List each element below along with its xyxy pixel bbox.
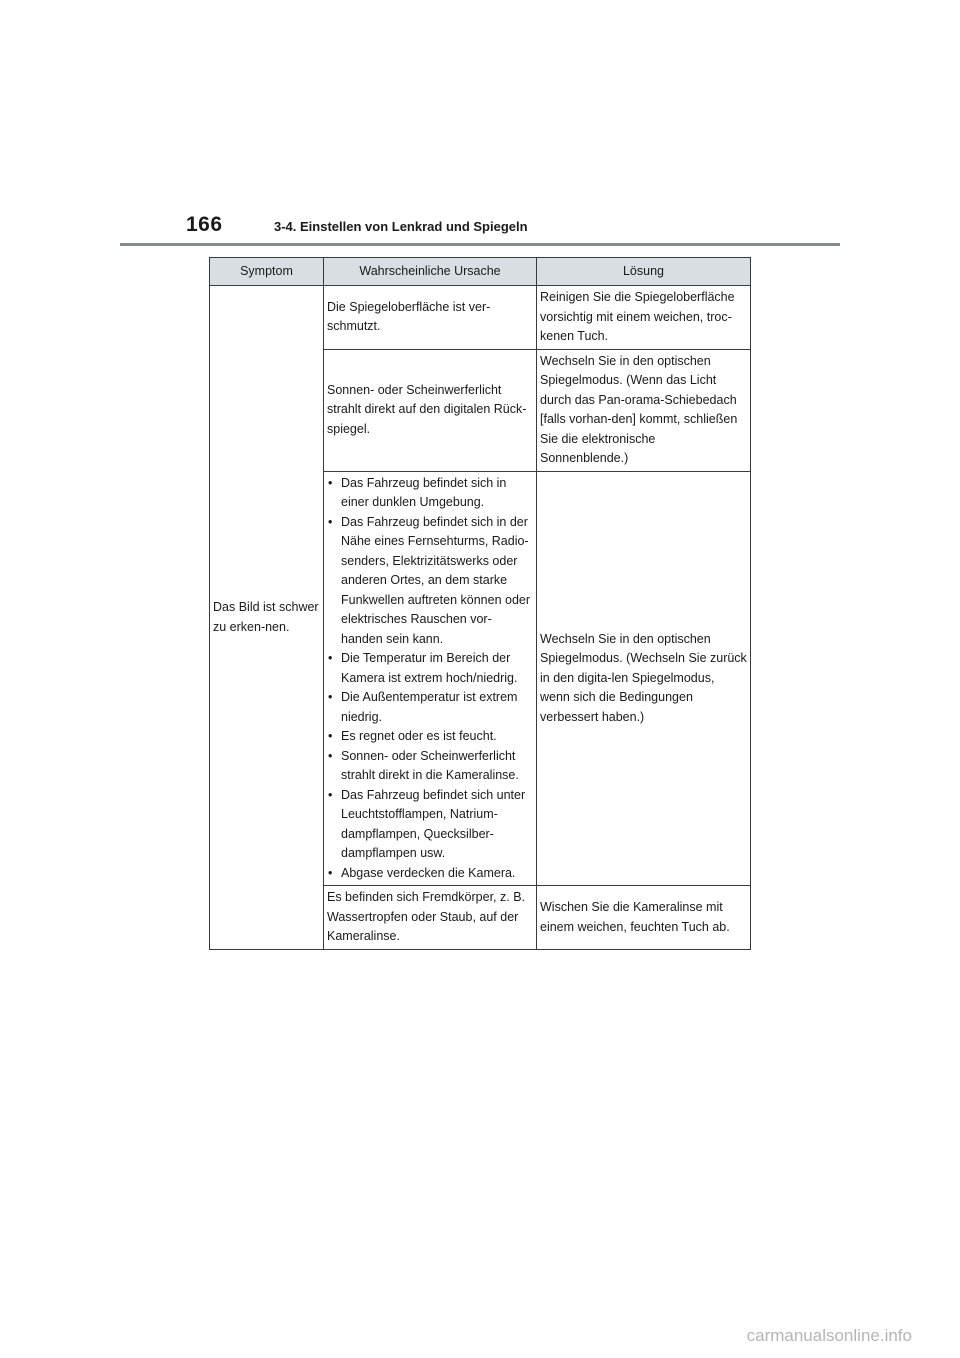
column-header-symptom: Symptom bbox=[210, 258, 324, 286]
cause-cell: Die Spiegeloberfläche ist ver-schmutzt. bbox=[324, 286, 537, 350]
cause-cell bbox=[324, 471, 537, 886]
list-item: • Das Fahrzeug befindet sich unter Leuchtstofflampen, Natrium-dampflampen, Quecksilber-dampflampen usw. bbox=[327, 786, 533, 864]
symptom-cell: Das Bild ist schwer zu erken-nen. bbox=[210, 286, 324, 950]
table-header-row bbox=[210, 258, 751, 286]
solution-cell: Reinigen Sie die Spiegeloberfläche vorsichtig mit einem weichen, troc-kenen Tuch. bbox=[537, 286, 751, 350]
cause-list bbox=[327, 474, 533, 884]
section-title: 3-4. Einstellen von Lenkrad und Spiegeln bbox=[274, 219, 528, 234]
column-header-cause: Wahrscheinliche Ursache bbox=[324, 258, 537, 286]
table-row bbox=[210, 286, 751, 350]
page-number: 166 bbox=[186, 213, 223, 236]
list-item: • Abgase verdecken die Kamera. bbox=[327, 864, 533, 884]
column-header-solution: Lösung bbox=[537, 258, 751, 286]
solution-cell: Wechseln Sie in den optischen Spiegelmodus. (Wechseln Sie zurück in den digita-len Spiegelmodus, wenn sich die Bedingungen verbessert haben.) bbox=[537, 471, 751, 886]
list-item: • Sonnen- oder Scheinwerferlicht strahlt direkt in die Kameralinse. bbox=[327, 747, 533, 786]
list-item: • Es regnet oder es ist feucht. bbox=[327, 727, 533, 747]
troubleshooting-table bbox=[209, 257, 751, 950]
list-item: • Das Fahrzeug befindet sich in der Nähe eines Fernsehturms, Radio-senders, Elektrizitätswerks oder anderen Ortes, an dem starke Funkwellen auftreten können oder elektrisches Rauschen vor-handen sein kann. bbox=[327, 513, 533, 650]
solution-cell: Wechseln Sie in den optischen Spiegelmodus. (Wenn das Licht durch das Pan-orama-Schiebedach [falls vorhan-den] kommt, schließen Sie die elektronische Sonnenblende.) bbox=[537, 349, 751, 471]
list-item: • Die Außentemperatur ist extrem niedrig. bbox=[327, 688, 533, 727]
footer-watermark: carmanualsonline.info bbox=[746, 1326, 912, 1345]
solution-cell: Wischen Sie die Kameralinse mit einem weichen, feuchten Tuch ab. bbox=[537, 886, 751, 950]
cause-cell: Sonnen- oder Scheinwerferlicht strahlt direkt auf den digitalen Rück-spiegel. bbox=[324, 349, 537, 471]
cause-cell: Es befinden sich Fremdkörper, z. B. Wassertropfen oder Staub, auf der Kameralinse. bbox=[324, 886, 537, 950]
list-item: • Die Temperatur im Bereich der Kamera ist extrem hoch/niedrig. bbox=[327, 649, 533, 688]
list-item: • Das Fahrzeug befindet sich in einer dunklen Umgebung. bbox=[327, 474, 533, 513]
header-divider bbox=[120, 243, 840, 246]
